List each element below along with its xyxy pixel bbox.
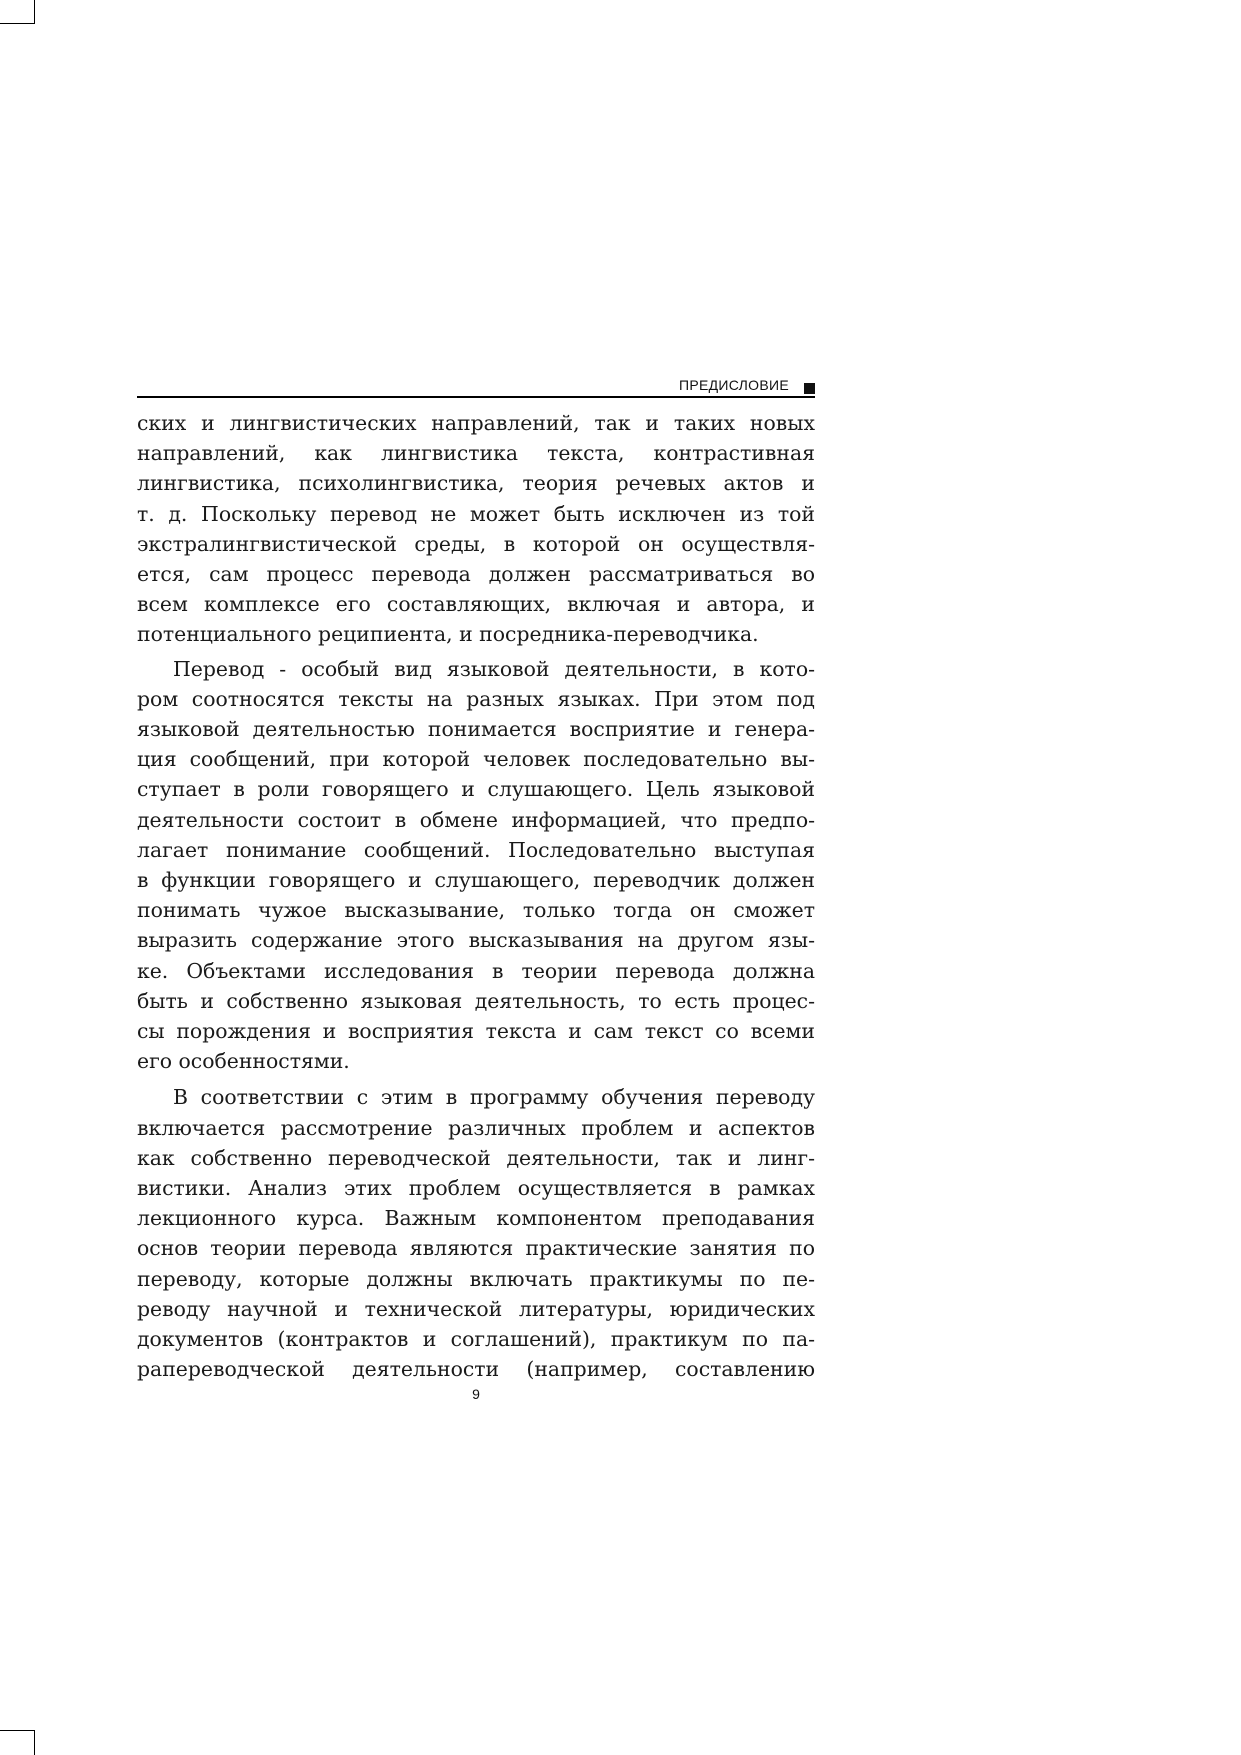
text-line: вистики. Анализ этих проблем осуществляется в рамках <box>137 1176 815 1201</box>
text-line: направлений, как лингвистика текста, контрастивная <box>137 441 815 466</box>
text-line: ских и лингвистических направлений, так и таких новых <box>137 411 815 435</box>
paragraph-1 <box>137 408 815 650</box>
text-line: В соответствии с этим в программу обучения переводу <box>173 1085 815 1110</box>
text-line: основ теории перевода являются практические занятия по <box>137 1236 815 1261</box>
body-text <box>137 408 815 1385</box>
crop-mark-bottom-vertical <box>34 1730 35 1755</box>
paragraph-2 <box>137 654 815 1077</box>
text-line: включается рассмотрение различных проблем и аспектов <box>137 1115 815 1140</box>
text-line: документов (контрактов и соглашений), практикум по па- <box>137 1327 815 1352</box>
text-line: лагает понимание сообщений. Последовательно выступая <box>137 837 815 862</box>
text-line: в функции говорящего и слушающего, переводчик должен <box>137 868 815 893</box>
crop-mark-top-horizontal <box>0 23 34 24</box>
text-line: понимать чужое высказывание, только тогда он сможет <box>137 898 815 923</box>
text-line: т. д. Поскольку перевод не может быть исключен из той <box>137 501 815 526</box>
crop-mark-top-vertical <box>34 0 35 24</box>
text-line: ется, сам процесс перевода должен рассматриваться во <box>137 562 815 587</box>
text-line: потенциального реципиента, и посредника-переводчика. <box>137 622 759 647</box>
text-line: выразить содержание этого высказывания на другом язы- <box>137 928 815 953</box>
paragraph-3 <box>137 1082 815 1384</box>
text-line: ром соотносятся тексты на разных языках. При этом под <box>137 686 815 711</box>
text-line: сы порождения и восприятия текста и сам текст со всеми <box>137 1019 815 1044</box>
text-line: всем комплексе его составляющих, включая и автора, и <box>137 592 815 617</box>
text-line: языковой деятельностью понимается восприятие и генера- <box>137 717 815 742</box>
text-line: быть и собственно языковая деятельность, то есть процес- <box>137 988 815 1013</box>
text-line: ке. Объектами исследования в теории перевода должна <box>137 958 815 983</box>
running-head-square-icon <box>804 383 815 394</box>
text-line: экстралингвистической среды, в которой он осуществля- <box>137 531 815 556</box>
page-number: 9 <box>472 1386 480 1402</box>
text-line: ция сообщений, при которой человек последовательно вы- <box>137 747 815 772</box>
text-line: ступает в роли говорящего и слушающего. Цель языковой <box>137 777 815 802</box>
text-line: как собственно переводческой деятельности, так и линг- <box>137 1145 815 1170</box>
running-head-title: ПРЕДИСЛОВИЕ <box>678 377 789 393</box>
text-line: деятельности состоит в обмене информацией, что предпо- <box>137 807 815 832</box>
running-head <box>137 374 815 398</box>
text-line: рапереводческой деятельности (например, составлению <box>137 1357 815 1382</box>
text-line: лингвистика, психолингвистика, теория речевых актов и <box>137 471 815 496</box>
text-line: Перевод - особый вид языковой деятельности, в кото- <box>173 656 815 681</box>
text-line: лекционного курса. Важным компонентом преподавания <box>137 1206 815 1231</box>
crop-mark-bottom-horizontal <box>0 1730 34 1731</box>
text-line: переводу, которые должны включать практикумы по пе- <box>137 1266 815 1291</box>
text-line: его особенностями. <box>137 1049 350 1074</box>
text-line: реводу научной и технической литературы, юридических <box>137 1296 815 1321</box>
